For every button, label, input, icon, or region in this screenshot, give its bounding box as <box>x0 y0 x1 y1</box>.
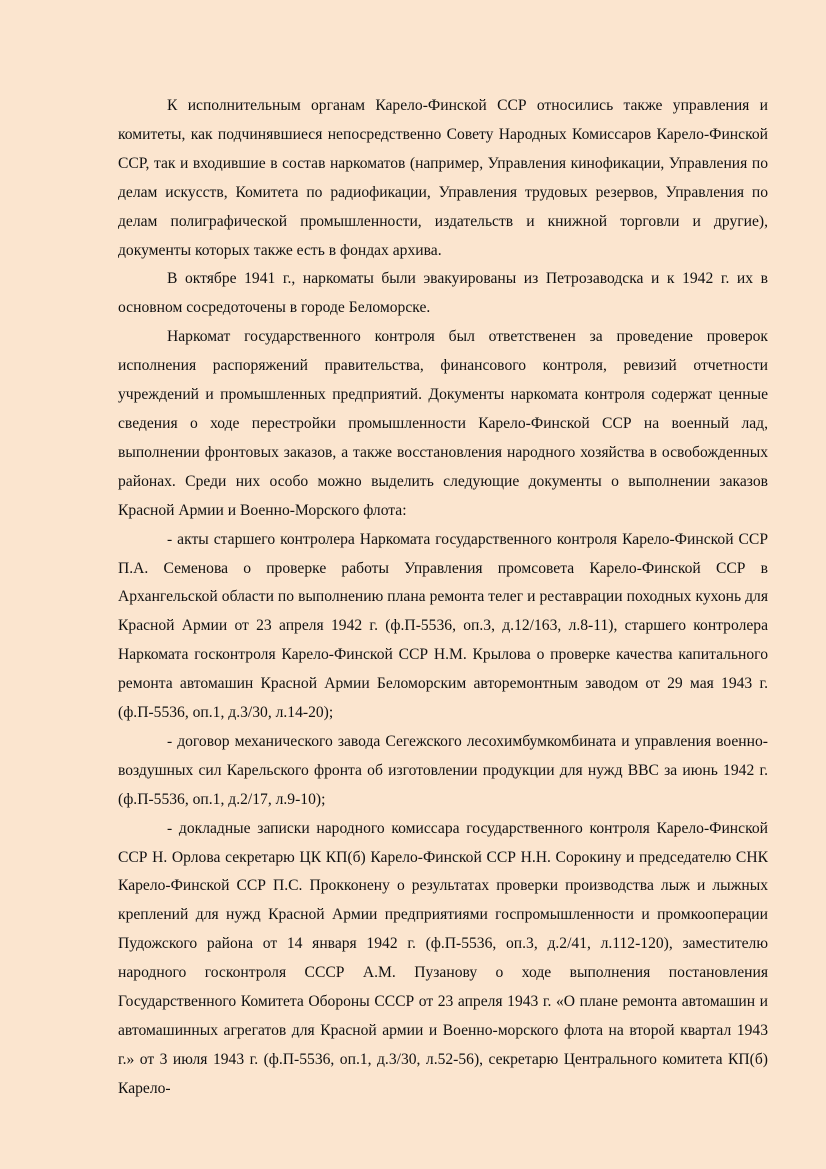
paragraph-state-control: Наркомат государственного контроля был ответственен за проведение проверок исполнения распоряжений правительства, финансового контроля, ревизий отчетности учреждений и промышленных предприятий. Документы наркомата контроля содержат ценные сведения о ходе перестройки промышленности Карело-Финской ССР на военный лад, выполнении фронтовых заказов, а также восстановления народного хозяйства в освобожденных районах. Среди них особо можно выделить следующие документы о выполнении заказов Красной Армии и Военно-Морского флота: <box>118 328 768 519</box>
list-item-memos: - докладные записки народного комиссара государственного контроля Карело-Финской ССР Н. Орлова секретарю ЦК КП(б) Карело-Финской ССР Н.Н. Сорокину и председателю СНК Карело-Финской ССР П.С. Прокконену о результатах проверки производства лыж и лыжных креплений для нужд Красной Армии предприятиями госпромышленности и промкооперации Пудожского района от 14 января 1942 г. (ф.П-5536, оп.3, д.2/41, л.112-120), заместителю народного госконтроля СССР А.М. Пузанову о ходе выполнения постановления Государственного Комитета Обороны СССР от 23 апреля 1943 г. «О плане ремонта автомашин и автомашинных агрегатов для Красной армии и Военно-морского флота на второй квартал 1943 г.» от 3 июля 1943 г. (ф.П-5536, оп.1, д.3/30, л.52-56), секретарю Центрального комитета КП(б) Карело- <box>118 819 768 1097</box>
document-page <box>118 92 768 1104</box>
list-item-contract: - договор механического завода Сегежского лесохимбумкомбината и управления военно-воздушных сил Карельского фронта об изготовлении продукции для нужд ВВС за июнь 1942 г. (ф.П-5536, оп.1, д.2/17, л.9-10); <box>118 732 768 808</box>
paragraph-executive-bodies: К исполнительным органам Карело-Финской ССР относились также управления и комитеты, как подчинявшиеся непосредственно Совету Народных Комиссаров Карело-Финской ССР, так и входившие в состав наркоматов (например, Управления кинофикации, Управления по делам искусств, Комитета по радиофикации, Управления трудовых резервов, Управления по делам полиграфической промышленности, издательств и книжной торговли и другие), документы которых также есть в фондах архива. <box>118 97 768 259</box>
list-item-inspection-acts: - акты старшего контролера Наркомата государственного контроля Карело-Финской ССР П.А. Семенова о проверке работы Управления промсовета Карело-Финской ССР в Архангельской области по выполнению плана ремонта телег и реставрации походных кухонь для Красной Армии от 23 апреля 1942 г. (ф.П-5536, оп.3, д.12/163, л.8-11), старшего контролера Наркомата госконтроля Карело-Финской ССР Н.М. Крылова о проверке качества капитального ремонта автомашин Красной Армии Беломорским авторемонтным заводом от 29 мая 1943 г. (ф.П-5536, оп.1, д.3/30, л.14-20); <box>118 530 768 722</box>
paragraph-evacuation: В октябре 1941 г., наркоматы были эвакуированы из Петрозаводска и к 1942 г. их в основном сосредоточены в городе Беломорске. <box>118 270 768 317</box>
